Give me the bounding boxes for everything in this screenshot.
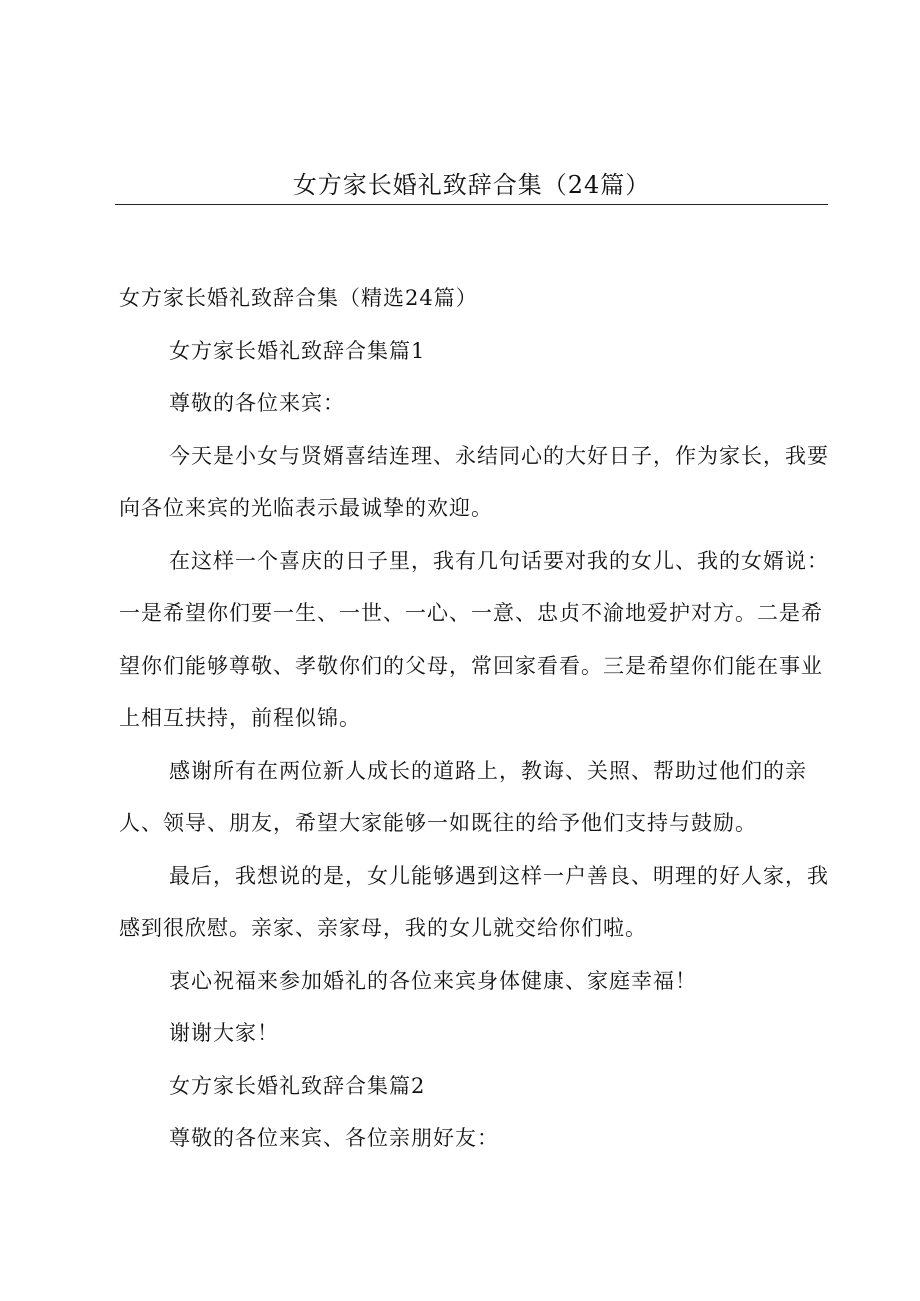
paragraph-wishes: 在这样一个喜庆的日子里，我有几句话要对我的女儿、我的女婿说：一是希望你们要一生、一世、一心、一意、忠贞不渝地爱护对方。二是希望你们能够尊敬、孝敬你们的父母，常回家看看。三是希望你们能在事业上相互扶持，前程似锦。 <box>119 548 829 730</box>
paragraph-thank-you: 谢谢大家！ <box>169 1021 279 1045</box>
collection-title: 女方家长婚礼致辞合集（精选24篇） <box>119 286 478 310</box>
section-heading-2: 女方家长婚礼致辞合集篇2 <box>169 1073 426 1098</box>
document-body <box>119 272 831 1165</box>
salutation-2: 尊敬的各位来宾、各位亲朋好友： <box>169 1126 499 1150</box>
page-title: 女方家长婚礼致辞合集（24篇） <box>292 171 651 199</box>
paragraph-blessing: 衷心祝福来参加婚礼的各位来宾身体健康、家庭幸福！ <box>169 968 697 993</box>
salutation: 尊敬的各位来宾： <box>169 391 345 415</box>
section-heading-1: 女方家长婚礼致辞合集篇1 <box>169 338 426 363</box>
paragraph-welcome: 今天是小女与贤婿喜结连理、永结同心的大好日子，作为家长，我要向各位来宾的光临表示最诚挚的欢迎。 <box>119 443 829 520</box>
paragraph-thanks: 感谢所有在两位新人成长的道路上，教诲、关照、帮助过他们的亲人、领导、朋友，希望大家能够一如既往的给予他们支持与鼓励。 <box>119 758 807 835</box>
paragraph-closing: 最后，我想说的是，女儿能够遇到这样一户善良、明理的好人家，我感到很欣慰。亲家、亲家母，我的女儿就交给你们啦。 <box>119 863 829 940</box>
page-header <box>115 168 828 205</box>
